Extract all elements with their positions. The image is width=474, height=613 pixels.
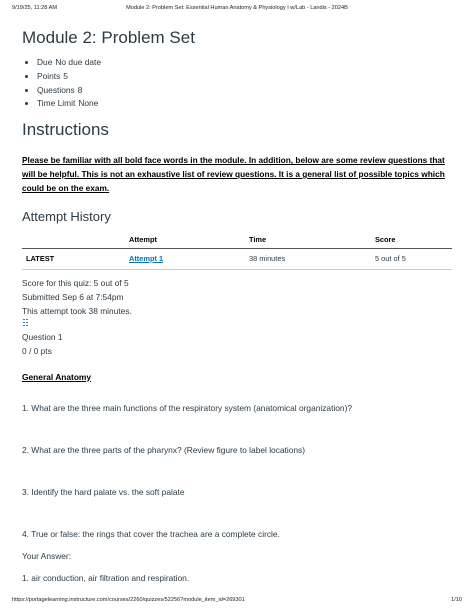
attempt-1-link[interactable]: Attempt 1 <box>129 253 164 263</box>
print-header <box>12 5 462 15</box>
section-title: General Anatomy <box>22 371 92 382</box>
print-footer <box>12 597 462 607</box>
question-item-4: 4. True or false: the rings that cover the trachea are a complete circle. <box>22 528 280 539</box>
submitted-line: Submitted Sep 6 at 7:54pm <box>22 291 124 302</box>
question-item-1: 1. What are the three main functions of the respiratory system (anatomical organization)? <box>22 402 353 413</box>
column-header-score: Score <box>371 232 452 249</box>
page-content <box>22 28 452 584</box>
drag-handle-icon[interactable] <box>23 319 29 328</box>
answer-text: 1. air conduction, air filtration and respiration. <box>22 572 190 583</box>
detail-label: Time Limit <box>37 98 76 109</box>
instructions-text: Please be familiar with all bold face words in the module. In addition, below are some review questions that will be helpful. This is not an exhaustive list of review questions. It is a general list of possible topics which could be on the exam. <box>22 155 445 193</box>
instructions-heading: Instructions <box>22 120 109 140</box>
question-title: Question 1 <box>22 331 63 342</box>
detail-label: Questions <box>37 84 75 95</box>
detail-questions <box>34 84 452 98</box>
detail-points <box>34 70 452 84</box>
print-datetime: 9/19/25, 11:28 AM <box>12 5 57 11</box>
column-header-attempt: Attempt <box>125 232 245 249</box>
question-item-3: 3. Identify the hard palate vs. the soft palate <box>22 486 185 497</box>
attempt-history-heading: Attempt History <box>22 208 111 224</box>
detail-value: No due date <box>55 57 102 67</box>
attempt-cell <box>125 248 245 269</box>
print-url: https://portagelearning.instructure.com/courses/2260/quizzes/52256?module_item_id=269301 <box>12 597 245 603</box>
question-points: 0 / 0 pts <box>22 345 52 356</box>
detail-label: Due <box>37 57 53 67</box>
result-summary <box>22 276 452 318</box>
score-cell: 5 out of 5 <box>371 248 452 269</box>
quiz-details-list <box>22 56 452 111</box>
detail-value: 8 <box>77 84 83 95</box>
table-header-row <box>22 232 452 249</box>
detail-label: Points <box>37 70 61 81</box>
latest-label: LATEST <box>22 248 125 269</box>
page-title: Module 2: Problem Set <box>22 28 195 47</box>
attempt-history-table <box>22 232 452 270</box>
question-item-2: 2. What are the three parts of the pharynx? (Review figure to label locations) <box>22 444 306 455</box>
table-row <box>22 248 452 269</box>
detail-value: 5 <box>63 70 68 81</box>
time-cell: 38 minutes <box>245 248 371 269</box>
column-header-blank <box>22 232 125 249</box>
duration-line: This attempt took 38 minutes. <box>22 305 132 316</box>
print-document-title: Module 2: Problem Set: Essential Human Anatomy & Physiology I w/Lab - Landis - 2024B <box>126 5 348 11</box>
detail-time-limit <box>34 97 452 111</box>
print-page-number: 1/10 <box>451 597 462 603</box>
answer-label: Your Answer: <box>22 550 72 561</box>
detail-value: None <box>78 98 99 109</box>
question-header <box>22 330 452 358</box>
score-line: Score for this quiz: 5 out of 5 <box>22 277 129 288</box>
detail-due <box>34 56 452 70</box>
column-header-time: Time <box>245 232 371 249</box>
